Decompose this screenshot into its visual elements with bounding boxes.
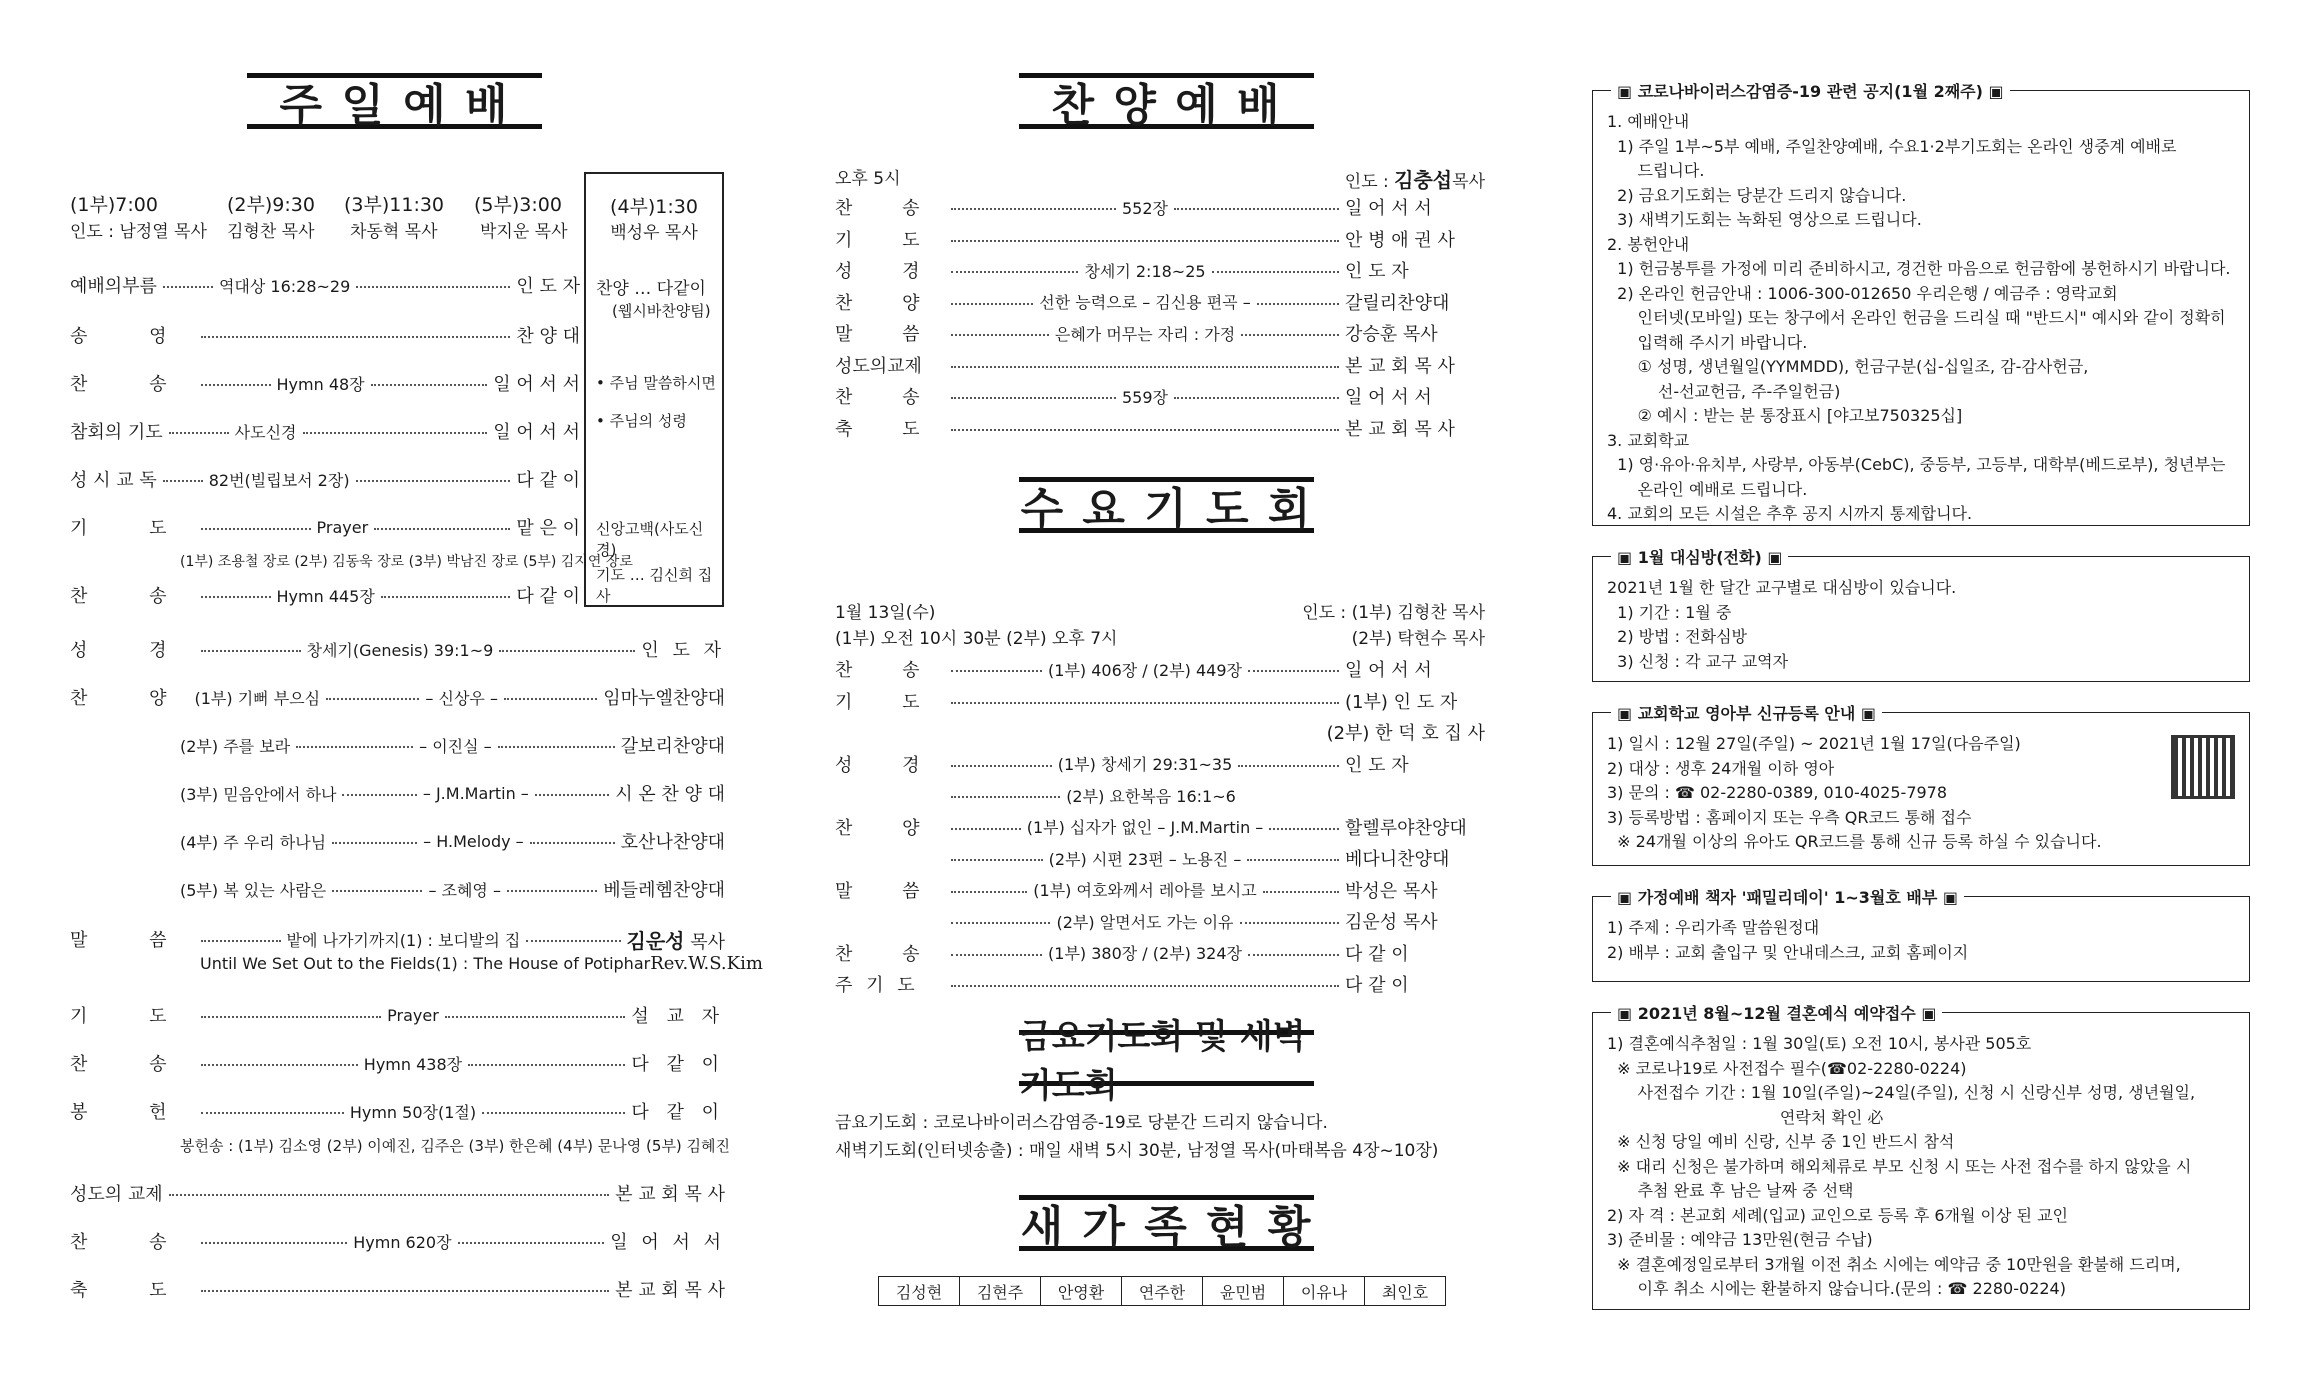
sermon-speaker-en: Rev.W.S.Kim [650,952,763,974]
praise-choir: 갈보리찬양대 [620,736,725,757]
row-mid: 559장 [1122,387,1168,407]
friday-line-1: 금요기도회 : 코로나바이러스감염증-19로 당분간 드리지 않습니다. [835,1113,1328,1133]
row-label: 성도의 교제 [70,1184,163,1205]
row-mid: Hymn 48장 [276,374,365,394]
row-mid: (2부) 요한복음 16:1~6 [1066,786,1236,806]
order-row [835,656,1485,682]
row-label: 말 씀 [70,930,195,951]
row-right: 안 병 애 권 사 [1345,229,1455,251]
row-right: (2부) 한 덕 호 집 사 [1326,723,1485,744]
time-3-leader: 차동혁 목사 [350,222,438,242]
row-label: 찬 송 [70,374,195,395]
notice-line: ※ 코로나19로 사전접수 필수(☎02-2280-0224) [1607,1058,1967,1078]
wednesday-title: 수 요 기 도 회 [1019,477,1314,533]
row-label: 찬 송 [70,586,195,607]
row-right: 갈릴리찬양대 [1345,292,1450,314]
notice-line: 4. 교회의 모든 시설은 추후 공지 시까지 통제합니다. [1607,504,1973,523]
time-2-hour: (2부)9:30 [227,194,315,216]
row-right: 할렐루야찬양대 [1345,817,1467,839]
notice-line: 1) 영·유아·유치부, 사랑부, 아동부(CebC), 중등부, 고등부, 대학부(베드로부), 청년부는 [1607,455,2226,474]
offering-note: 봉헌송 : (1부) 김소영 (2부) 이예진, 김주은 (3부) 한은혜 (4부) 문나영 (5부) 김혜진 [180,1136,731,1155]
row-mid: Hymn 445장 [276,586,375,606]
row-mid: 은혜가 머무는 자리 : 가정 [1054,324,1236,344]
order-row [70,1050,725,1076]
time-5-leader: 박지운 목사 [480,222,568,242]
notice-visitation [1592,548,2250,682]
row-label: 송 영 [70,326,195,347]
row-label: 성 경 [835,261,942,282]
notice-line: 드립니다. [1607,161,1705,180]
row-mid: (1부) 406장 / (2부) 449장 [1048,660,1242,680]
row-label: 성 경 [835,754,942,776]
praise-leader-suffix: 목사 [1452,172,1485,192]
praise-song: (5부) 복 있는 사람은 [180,880,327,900]
row-mid: (1부) 380장 / (2부) 324장 [1048,944,1242,963]
notice-family-book [1592,888,2250,982]
notice-title: ▣ 1월 대심방(전화) ▣ [1611,545,1788,568]
sermon-title-en: Until We Set Out to the Fields(1) : The House of Potiphar [200,953,651,973]
row-mid: 82번(빌립보서 2장) [208,470,350,490]
row-label: 찬 양 [835,817,942,839]
praise-service-title: 찬 양 예 배 [1019,73,1314,129]
notice-title: ▣ 교회학교 영아부 신규등록 안내 ▣ [1611,701,1882,724]
fourth-leader: 백성우 목사 [610,223,698,243]
row-right: 인 도 자 [1345,754,1409,776]
notice-line: 3) 신청 : 각 교구 교역자 [1607,651,1789,671]
order-row [835,908,1485,934]
row-right: 박성은 목사 [1345,880,1438,902]
row-mid: 창세기(Genesis) 39:1~9 [306,640,494,660]
row-label: 기 도 [835,691,942,713]
row-right: 인 도 자 [1345,261,1409,282]
box-praise: 찬양 … 다같이 [596,279,706,299]
row-mid: 사도신경 [234,422,297,442]
box-song-2: • 주님의 성령 [596,412,687,430]
notice-line: 1) 결혼예식추첨일 : 1월 30일(토) 오전 10시, 봉사관 505호 [1607,1034,2032,1053]
row-right: 김운성 목사 [1345,912,1438,933]
notice-line: 2) 배부 : 교회 출입구 및 안내데스크, 교회 홈페이지 [1607,942,1969,962]
praise-choir: 호산나찬양대 [620,832,725,853]
notice-line: 2) 온라인 헌금안내 : 1006-300-012650 우리은행 / 예금주 : 영락교회 [1607,283,2118,303]
notice-title: ▣ 코로나바이러스감염증-19 관련 공지(1월 2째주) ▣ [1611,79,2010,102]
sermon-title: 밭에 나가기까지(1) : 보디발의 집 [286,930,521,950]
order-row [70,1098,725,1124]
order-row [70,1276,725,1302]
notice-line: 2) 자 격 : 본교회 세례(입교) 교인으로 등록 후 6개월 이상 된 교인 [1607,1205,2068,1225]
praise-row-3 [180,780,725,806]
time-2-leader: 김형찬 목사 [227,222,315,242]
notice-line: 이후 취소 시에는 환불하지 않습니다.(문의 : ☎ 2280-0224) [1607,1279,2066,1298]
row-right: 찬 양 대 [516,326,580,347]
order-row [835,845,1485,871]
newfamily-name: 최인호 [1381,1282,1429,1302]
friday-line-2: 새벽기도회(인터넷송출) : 매일 새벽 5시 30분, 남정열 목사(마태복음 4장~10장) [835,1141,1439,1161]
notice-line: 2. 봉헌안내 [1607,234,1690,254]
praise-leader-label: 인도 : [1344,172,1389,192]
row-mid: Prayer [316,517,369,537]
notice-line: 1) 일시 : 12월 27일(주일) ~ 2021년 1월 17일(다음주일) [1607,734,2021,753]
praise-song: (1부) 기뻐 부으심 [194,688,321,708]
box-praise-team: (웹시바찬양팀) [612,302,711,320]
row-right: 일 어 서 서 [493,422,580,443]
newfamily-name: 안영환 [1041,1277,1122,1305]
order-row [835,971,1485,997]
notice-line: ① 성명, 생년월일(YYMMDD), 헌금구분(십-십일조, 감-감사헌금, [1607,357,2089,376]
row-label: 성 시 교 독 [70,470,157,491]
row-right: 맡 은 이 [516,518,580,539]
order-row [835,782,1485,808]
praise-choir: 임마누엘찬양대 [603,688,725,709]
praise-row-4 [180,828,725,854]
row-mid: (1부) 창세기 29:31~35 [1057,755,1233,774]
wednesday-rows [835,0,1485,1100]
row-right: 일 어 서 서 [1345,198,1432,219]
row-mid: (2부) 알면서도 가는 이유 [1056,912,1234,932]
row-right: 일 어 서 서 [493,374,580,395]
row-mid: Hymn 50장(1절) [349,1102,477,1122]
newfamily-name: 윤민범 [1203,1277,1284,1305]
row-right: 일 어 서 서 [610,1232,725,1253]
row-right: 다 같 이 [1345,943,1409,965]
row-label: 찬 송 [835,660,942,681]
row-mid: (1부) 여호와께서 레아를 보시고 [1033,881,1257,900]
row-right: 다 같 이 [631,1054,726,1075]
box-prayer: 기도 … 김신희 집사 [596,566,713,605]
row-label: 성 경 [70,640,195,661]
wednesday-date: 1월 13일(수) [835,603,936,623]
row-right: 본 교 회 목 사 [615,1280,725,1301]
notice-line: 2) 대상 : 생후 24개월 이하 영아 [1607,758,1835,778]
order-row [70,1228,725,1254]
row-right: 일 어 서 서 [1345,660,1432,681]
row-right: 다 같 이 [631,1102,726,1123]
praise-row-5 [180,876,725,902]
notice-line: 3) 등록방법 : 홈페이지 또는 우측 QR코드 통해 접수 [1607,807,1972,827]
order-row [70,1002,725,1028]
sermon-speaker-suffix: 목사 [690,931,725,953]
notice-covid [1592,82,2250,526]
row-mid: Prayer [387,1005,439,1025]
row-mid: Hymn 620장 [353,1232,452,1252]
notice-line: 3) 새벽기도회는 녹화된 영상으로 드립니다. [1607,210,1922,229]
sermon-en-row [200,950,763,976]
row-mid: 선한 능력으로 – 김신용 편곡 – [1039,293,1251,312]
newfamily-table [878,1276,1446,1306]
wednesday-leader-1: 인도 : (1부) 김형찬 목사 [1302,603,1485,623]
box-song-1: • 주님 말씀하시면 [596,374,716,392]
notice-line: 1. 예배안내 [1607,112,1690,131]
time-3-hour: (3부)11:30 [344,194,445,216]
praise-leader-name: 김충섭 [1394,168,1453,192]
notice-title: ▣ 2021년 8월~12월 결혼예식 예약접수 ▣ [1611,1001,1942,1024]
notice-line: 1) 주제 : 우리가족 말씀원정대 [1607,918,1820,937]
notice-line: 연락처 확인 必 [1607,1107,1884,1127]
row-label: 찬 송 [835,943,942,965]
praise-row-1 [70,684,725,710]
praise-choir: 베들레헴찬양대 [603,880,726,901]
notice-line: 추첨 완료 후 남은 날짜 중 선택 [1607,1181,1854,1200]
row-right: 인 도 자 [641,640,725,661]
time-5-hour: (5부)3:00 [474,194,562,216]
row-mid: 창세기 2:18~25 [1084,261,1206,281]
order-row [835,751,1485,777]
order-row [835,814,1485,840]
newfamily-name: 이유나 [1284,1277,1365,1305]
notice-line: 3) 문의 : ☎ 02-2280-0389, 010-4025-7978 [1607,783,1948,802]
praise-by: – 이진실 – [419,736,492,756]
praise-song: (2부) 주를 보라 [180,736,291,756]
order-row [835,877,1485,903]
notice-line: 사전접수 기간 : 1월 10일(주일)~24일(주일), 신청 시 신랑신부 성명, 생년월일, [1607,1083,2196,1102]
notice-line: 2021년 1월 한 달간 교구별로 대심방이 있습니다. [1607,578,1957,597]
praise-by: – 조혜영 – [428,880,501,900]
notice-line: ※ 신청 당일 예비 신랑, 신부 중 1인 반드시 참석 [1607,1132,1955,1151]
praise-song: (3부) 믿음안에서 하나 [180,784,337,804]
notice-line: 2) 금요기도회는 당분간 드리지 않습니다. [1607,185,1907,205]
notice-line: ② 예시 : 받는 분 통장표시 [야고보750325십] [1607,406,1963,425]
sermon-speaker: 김운성 [626,928,685,953]
row-mid: 역대상 16:28~29 [218,276,351,296]
row-right: 본 교 회 목 사 [1345,418,1455,440]
row-label: 축 도 [835,418,942,440]
row-label: 참회의 기도 [70,422,163,443]
praise-by: – J.M.Martin – [422,783,529,803]
row-label: 찬 송 [70,1232,195,1253]
praise-service-time: 오후 5시 [835,169,901,189]
row-label: 찬 송 [835,198,942,219]
wednesday-leader-2: (2부) 탁현수 목사 [1351,629,1485,649]
notice-line: ※ 24개월 이상의 유아도 QR코드를 통해 신규 등록 하실 수 있습니다. [1607,832,2102,851]
prayer-note: (1부) 조용철 장로 (2부) 김동욱 장로 (3부) 박남진 장로 (5부) 김지연 장로 [180,554,633,570]
row-right: 일 어 서 서 [1345,387,1432,408]
row-label: 축 도 [70,1280,195,1301]
row-label: 찬 양 [835,292,942,314]
row-mid: (1부) 십자가 없인 – J.M.Martin – [1026,818,1264,837]
row-mid: (2부) 시편 23편 – 노용진 – [1048,849,1242,869]
row-label: 기 도 [70,1006,195,1027]
row-right: 다 같 이 [1345,975,1409,996]
order-row [835,688,1485,714]
box-creed: 신앙고백(사도신경) [596,520,704,559]
notice-wedding [1592,1004,2250,1310]
row-right: 인 도 자 [516,276,580,297]
notice-line: 선-선교헌금, 주-주일헌금) [1607,381,1841,401]
newfamily-title: 새 가 족 현 황 [1019,1195,1314,1251]
qr-code-icon [2171,735,2235,799]
fourth-time: (4부)1:30 [610,196,698,218]
row-label: 기 도 [70,518,195,539]
praise-by: – H.Melody – [423,831,524,851]
notice-line: 3. 교회학교 [1607,430,1690,450]
order-row [70,1180,725,1206]
notice-infant-dept [1592,704,2250,866]
notice-line: ※ 결혼예정일로부터 3개월 이전 취소 시에는 예약금 중 10만원을 환불해 드리며, [1607,1254,2181,1274]
row-label: 찬 송 [835,387,942,408]
sunday-title: 주 일 예 배 [247,73,542,129]
notice-line: ※ 대리 신청은 불가하며 해외체류로 부모 신청 시 또는 사전 접수를 하지 않았을 시 [1607,1156,2192,1176]
praise-by: – 신상우 – [425,688,498,708]
notice-line: 입력해 주시기 바랍니다. [1607,332,1808,352]
newfamily-name: 김현주 [960,1277,1041,1305]
row-label: 성도의교제 [835,355,922,377]
sermon-row [70,926,725,952]
row-right: 다 같 이 [516,470,580,491]
notice-line: 1) 기간 : 1월 중 [1607,602,1732,622]
order-row [835,940,1485,966]
row-label: 예배의부름 [70,276,157,297]
scripture-row [70,636,725,662]
row-right: 강승훈 목사 [1345,324,1438,345]
row-mid: 552장 [1122,198,1168,218]
notice-line: 1) 헌금봉투를 가정에 미리 준비하시고, 경건한 마음으로 헌금함에 봉헌하시기 바랍니다. [1607,259,2231,278]
notice-line: 온라인 예배로 드립니다. [1607,479,1808,499]
row-label: 말 씀 [835,324,942,345]
notice-line: 1) 주일 1부~5부 예배, 주일찬양예배, 수요1·2부기도회는 온라인 생중계 예배로 [1607,136,2177,156]
newfamily-name: 김성현 [879,1277,960,1305]
row-label: 말 씀 [835,880,942,902]
praise-row-2 [180,732,725,758]
newfamily-name: 연주한 [1122,1277,1203,1305]
notice-title: ▣ 가정예배 책자 '패밀리데이' 1~3월호 배부 ▣ [1611,885,1964,908]
row-right: 본 교 회 목 사 [1345,355,1455,377]
row-right: 설 교 자 [631,1006,725,1027]
row-right: (1부) 인 도 자 [1345,691,1458,713]
praise-label: 찬 양 [70,688,195,709]
notice-line: 인터넷(모바일) 또는 창구에서 온라인 헌금을 드리실 때 "반드시" 예시와 같이 정확히 [1607,308,2226,327]
praise-song: (4부) 주 우리 하나님 [180,832,327,852]
row-label: 봉 헌 [70,1102,195,1123]
praise-choir: 시 온 찬 양 대 [615,784,726,805]
friday-title: 금요기도회 및 새벽기도회 [1019,1030,1314,1086]
row-label: 기 도 [835,229,942,251]
wednesday-times: (1부) 오전 10시 30분 (2부) 오후 7시 [835,629,1118,649]
order-row [835,719,1485,745]
time-1-hour: (1부)7:00 [70,194,158,216]
notice-line: 2) 방법 : 전화심방 [1607,627,1747,646]
row-right: 본 교 회 목 사 [615,1184,725,1205]
notice-line: 3) 준비물 : 예약금 13만원(현금 수납) [1607,1230,1873,1249]
time-1-leader: 인도 : 남정열 목사 [70,222,207,242]
row-mid: Hymn 438장 [363,1054,463,1074]
row-right: 베다니찬양대 [1345,849,1450,870]
row-label: 주 기 도 [835,975,919,996]
row-label: 찬 송 [70,1054,195,1075]
row-right: 다 같 이 [516,586,580,607]
